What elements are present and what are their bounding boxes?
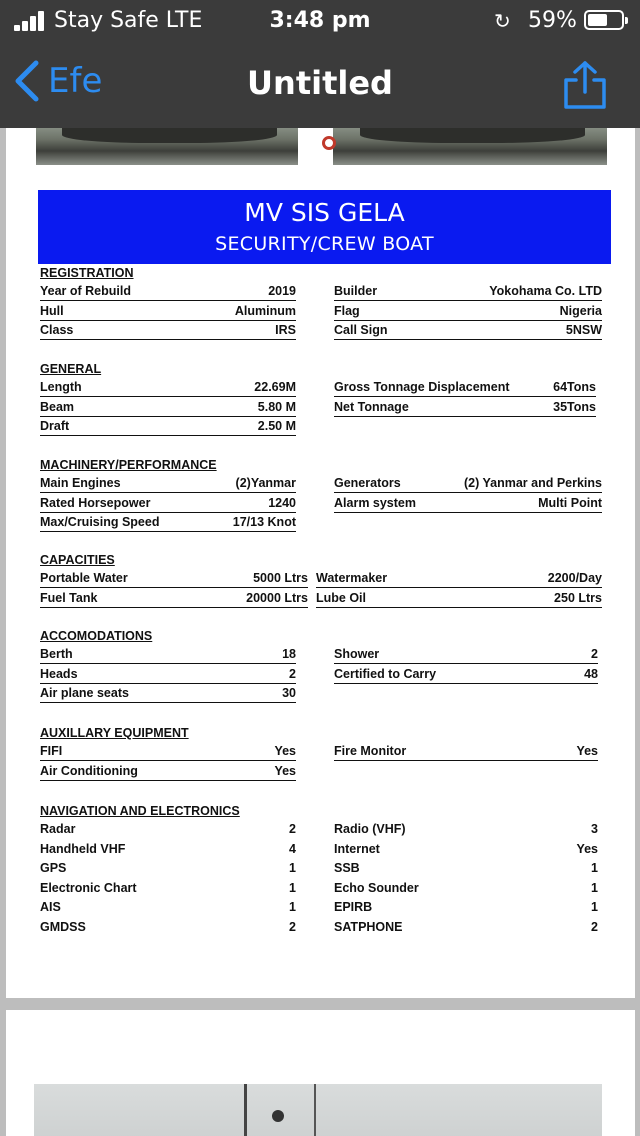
section-title: CAPACITIES	[40, 553, 115, 567]
spec-value: 2	[591, 919, 598, 934]
spec-value: 5NSW	[565, 323, 602, 337]
back-label: Efe	[48, 61, 103, 101]
spec-label: Handheld VHF	[40, 841, 126, 856]
spec-label: Draft	[40, 419, 70, 433]
spec-value: 18	[282, 647, 296, 661]
spec-row	[40, 880, 296, 898]
spec-value: 2019	[268, 284, 296, 298]
spec-row	[40, 919, 296, 937]
spec-row	[40, 495, 296, 513]
spec-label: Builder	[334, 284, 378, 298]
spec-row	[40, 379, 296, 397]
spec-label: Shower	[334, 647, 380, 661]
spec-row	[316, 590, 602, 608]
spec-label: AIS	[40, 900, 61, 914]
spec-value: 1	[289, 900, 296, 914]
spec-label: SSB	[334, 861, 360, 875]
boat-photo	[34, 1084, 602, 1136]
spec-label: Fuel Tank	[40, 590, 98, 605]
vessel-banner	[38, 190, 611, 264]
section-title: AUXILLARY EQUIPMENT	[40, 726, 189, 740]
vessel-name: MV SIS GELA	[244, 198, 405, 227]
spec-label: Radar	[40, 822, 76, 836]
spec-value: 1	[289, 880, 296, 895]
spec-label: Fire Monitor	[334, 744, 407, 758]
spec-value: 1	[289, 861, 296, 875]
spec-label: Certified to Carry	[334, 666, 437, 681]
spec-value: 2	[591, 647, 598, 661]
document-page	[6, 128, 635, 998]
spec-value: 2	[289, 822, 296, 836]
spec-label: Portable Water	[40, 571, 128, 585]
spec-label: Year of Rebuild	[40, 284, 131, 298]
spec-label: GMDSS	[40, 919, 86, 934]
spec-label: GPS	[40, 861, 67, 875]
spec-row	[40, 685, 296, 703]
spec-value: 5.80 M	[257, 399, 296, 414]
spec-label: Class	[40, 323, 74, 337]
spec-value: 1	[591, 861, 598, 875]
share-icon	[566, 63, 604, 107]
spec-label: Gross Tonnage Displacement	[334, 380, 510, 394]
spec-value: 1	[591, 880, 598, 895]
section-title: GENERAL	[40, 362, 102, 376]
orientation-lock-icon: ↻	[494, 9, 511, 33]
spec-row	[334, 646, 598, 664]
spec-value: 3	[591, 822, 598, 836]
spec-value: 250 Ltrs	[554, 590, 602, 605]
spec-value: Aluminum	[234, 303, 296, 318]
spec-row	[334, 322, 602, 340]
spec-row	[40, 899, 296, 917]
spec-label: Electronic Chart	[40, 880, 137, 895]
spec-label: Net Tonnage	[334, 399, 409, 414]
spec-label: Call Sign	[334, 323, 388, 337]
spec-value: Yes	[576, 744, 598, 758]
status-bar	[0, 0, 640, 42]
spec-row	[334, 283, 602, 301]
spec-row	[40, 475, 296, 493]
spec-label: Heads	[40, 666, 78, 681]
spec-row	[40, 821, 296, 839]
spec-row	[334, 821, 598, 839]
spec-value: 17/13 Knot	[232, 515, 296, 529]
spec-row	[40, 283, 296, 301]
spec-label: Radio (VHF)	[334, 822, 406, 836]
spec-row	[334, 495, 602, 513]
spec-row	[40, 418, 296, 436]
spec-label: Berth	[40, 647, 73, 661]
share-button[interactable]	[562, 60, 608, 110]
spec-row	[40, 514, 296, 532]
battery-icon	[584, 10, 624, 30]
spec-row	[40, 763, 296, 781]
spec-label: EPIRB	[334, 900, 373, 914]
spec-value: Yokohama Co. LTD	[489, 284, 602, 298]
carrier-label: Stay Safe LTE	[54, 8, 203, 33]
spec-value: 2.50 M	[257, 419, 296, 433]
boat-photo	[333, 128, 607, 165]
spec-value: 2	[289, 666, 296, 681]
spec-value: 35Tons	[553, 399, 596, 414]
spec-row	[40, 646, 296, 664]
document-viewer[interactable]	[0, 128, 640, 1136]
spec-row	[40, 303, 296, 321]
spec-row	[40, 860, 296, 878]
spec-label: Watermaker	[316, 571, 388, 585]
spec-value: 64Tons	[553, 380, 596, 394]
spec-label: Flag	[334, 303, 360, 318]
spec-value: Yes	[576, 841, 598, 856]
section-title: NAVIGATION AND ELECTRONICS	[40, 804, 240, 818]
spec-label: Main Engines	[40, 476, 121, 490]
spec-row	[334, 899, 598, 917]
spec-value: 1	[591, 900, 598, 914]
spec-label: Generators	[334, 476, 401, 490]
spec-value: 4	[289, 841, 296, 856]
spec-value: Yes	[274, 763, 296, 778]
spec-value: Yes	[274, 744, 296, 758]
spec-value: 22.69M	[254, 380, 296, 394]
boat-photo	[36, 128, 298, 165]
spec-row	[40, 399, 296, 417]
spec-label: FIFI	[40, 744, 63, 758]
spec-label: Beam	[40, 399, 75, 414]
spec-row	[334, 666, 598, 684]
spec-value: Multi Point	[538, 495, 602, 510]
spec-row	[40, 322, 296, 340]
spec-value: 20000 Ltrs	[246, 590, 308, 605]
vessel-type: SECURITY/CREW BOAT	[215, 233, 434, 255]
spec-row	[334, 860, 598, 878]
spec-value: 2200/Day	[547, 571, 602, 585]
spec-row	[334, 880, 598, 898]
spec-row	[40, 743, 296, 761]
section-title: REGISTRATION	[40, 266, 134, 280]
clock: 3:48 pm	[269, 8, 371, 33]
section-title: ACCOMODATIONS	[40, 629, 153, 643]
spec-label: Length	[40, 380, 82, 394]
spec-value: 1240	[268, 495, 296, 510]
page-title: Untitled	[247, 64, 393, 102]
document-page	[6, 1010, 635, 1136]
spec-value: 30	[282, 686, 296, 700]
spec-row	[40, 666, 296, 684]
spec-row	[316, 570, 602, 588]
spec-value: 2	[289, 919, 296, 934]
spec-label: Air Conditioning	[40, 763, 138, 778]
spec-row	[334, 841, 598, 859]
spec-label: Internet	[334, 841, 380, 856]
spec-row	[334, 399, 596, 417]
spec-value: (2) Yanmar and Perkins	[463, 476, 602, 490]
spec-label: SATPHONE	[334, 919, 403, 934]
spec-value: IRS	[275, 323, 296, 337]
spec-label: Air plane seats	[40, 686, 129, 700]
spec-label: Alarm system	[334, 495, 416, 510]
section-title: MACHINERY/PERFORMANCE	[40, 458, 217, 472]
spec-row	[334, 743, 598, 761]
navigation-bar	[0, 42, 640, 128]
spec-row	[334, 475, 602, 493]
spec-row	[334, 919, 598, 937]
spec-label: Lube Oil	[316, 590, 366, 605]
spec-value: Nigeria	[559, 303, 602, 318]
spec-row	[40, 590, 308, 608]
spec-row	[334, 303, 602, 321]
spec-value: (2)Yanmar	[235, 476, 296, 490]
spec-value: 5000 Ltrs	[253, 571, 308, 585]
spec-label: Max/Cruising Speed	[40, 515, 160, 529]
spec-label: Echo Sounder	[334, 880, 419, 895]
battery-percent: 59%	[528, 8, 577, 33]
spec-label: Rated Horsepower	[40, 495, 151, 510]
spec-row	[40, 570, 308, 588]
spec-row	[334, 379, 596, 397]
spec-row	[40, 841, 296, 859]
spec-value: 48	[584, 666, 598, 681]
spec-label: Hull	[40, 303, 64, 318]
